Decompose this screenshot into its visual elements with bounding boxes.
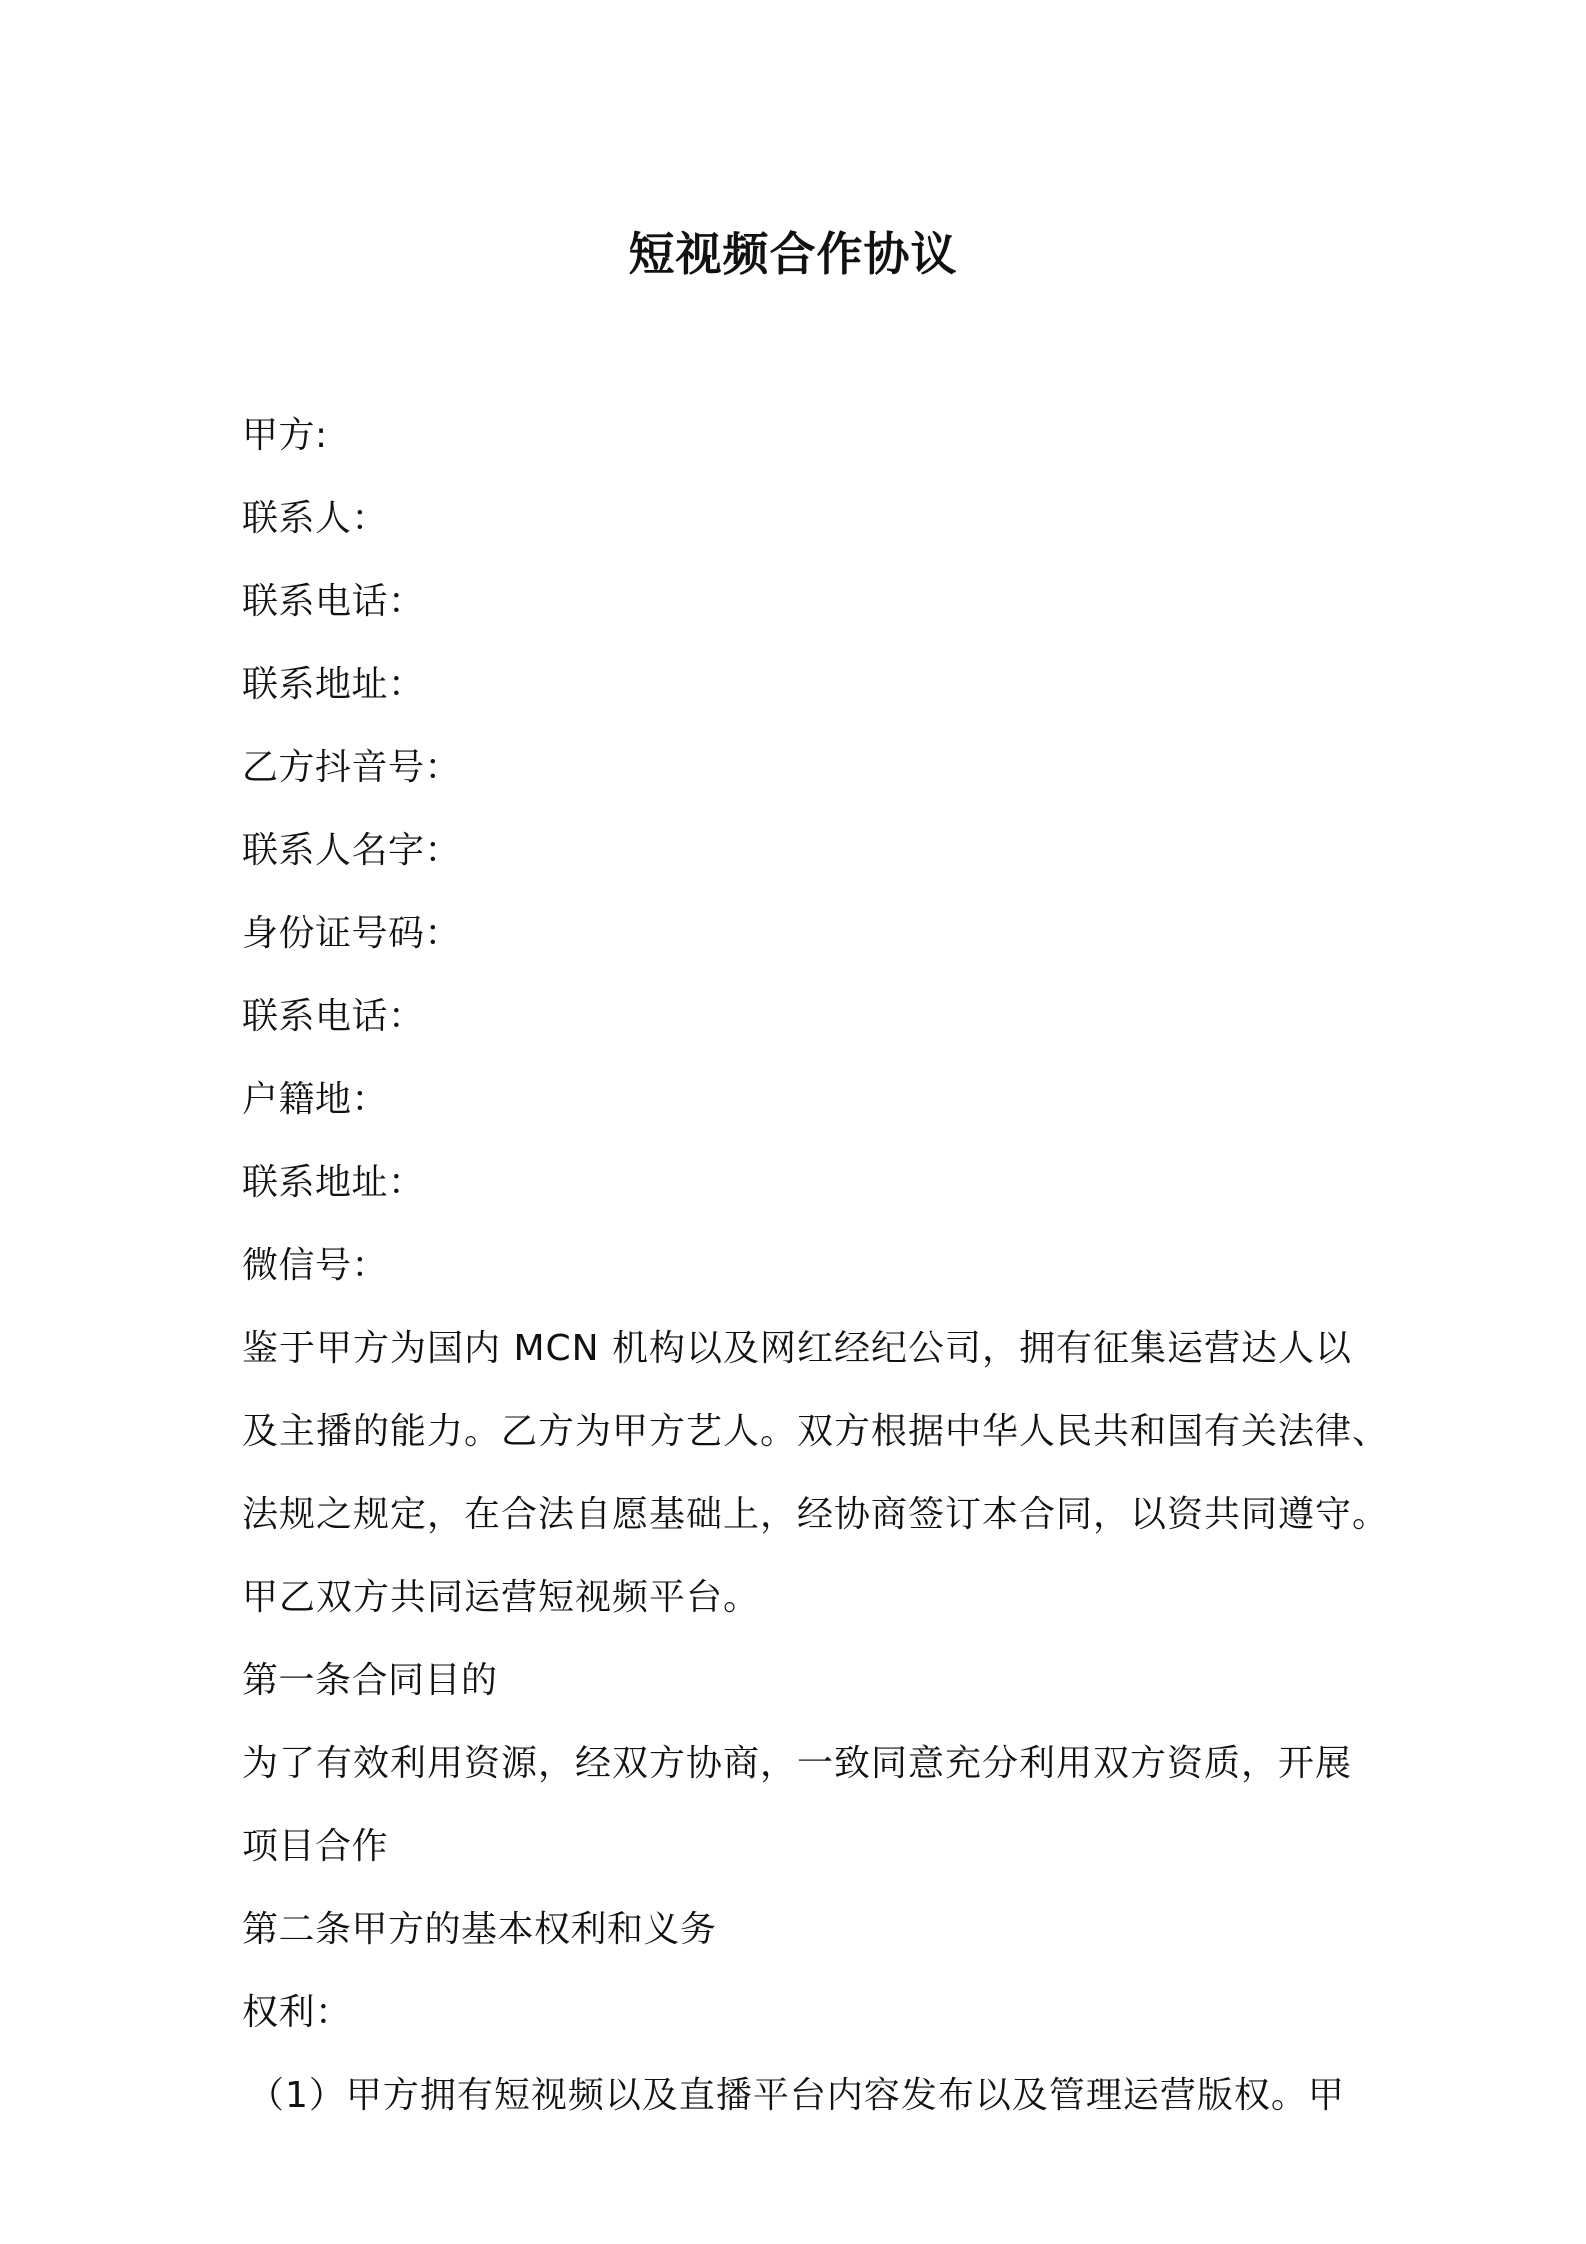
household-registration-field: 户籍地：	[242, 1079, 389, 1120]
rights-item-1: （1）甲方拥有短视频以及直播平台内容发布以及管理运营版权。甲	[248, 2075, 1345, 2116]
contact-address-field: 联系地址：	[242, 664, 425, 705]
contact-phone-field: 联系电话：	[242, 581, 425, 622]
party-b-douyin-field: 乙方抖音号：	[242, 747, 462, 788]
preamble-line: 鉴于甲方为国内 MCN 机构以及网红经纪公司，拥有征集运营达人以	[242, 1328, 1353, 1369]
article-1-line: 为了有效利用资源，经双方协商，一致同意充分利用双方资质，开展	[242, 1743, 1353, 1784]
contact-person-field: 联系人：	[242, 498, 389, 539]
party-b-address-field: 联系地址：	[242, 1162, 425, 1203]
article-1-line: 项目合作	[242, 1826, 389, 1867]
document-title: 短视频合作协议	[628, 227, 958, 281]
preamble-line: 甲乙双方共同运营短视频平台。	[242, 1577, 761, 1618]
contact-name-field: 联系人名字：	[242, 830, 462, 871]
party-b-phone-field: 联系电话：	[242, 996, 425, 1037]
preamble-line: 法规之规定，在合法自愿基础上，经协商签订本合同，以资共同遵守。	[242, 1494, 1390, 1535]
rights-label: 权利：	[242, 1992, 352, 2033]
article-2-heading: 第二条甲方的基本权利和义务	[242, 1909, 717, 1950]
wechat-field: 微信号：	[242, 1245, 389, 1286]
id-number-field: 身份证号码：	[242, 913, 462, 954]
preamble-line: 及主播的能力。乙方为甲方艺人。双方根据中华人民共和国有关法律、	[242, 1411, 1390, 1452]
party-a-field: 甲方:	[242, 415, 328, 456]
article-1-heading: 第一条合同目的	[242, 1660, 498, 1701]
